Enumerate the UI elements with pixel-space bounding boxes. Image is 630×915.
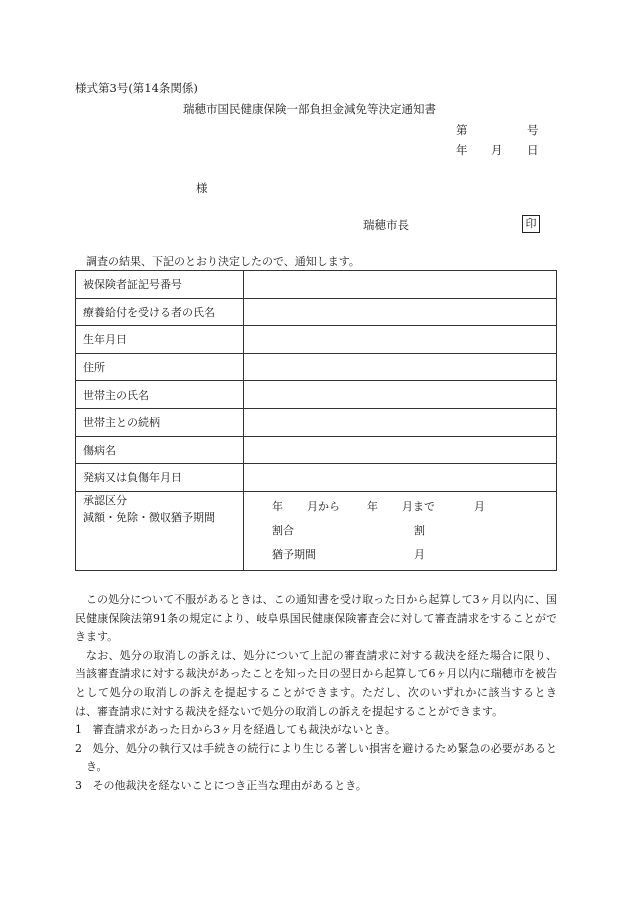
date-year: 年: [456, 143, 468, 157]
table-row: [76, 464, 557, 492]
notice-paragraph-2: なお、処分の取消しの訴えは、処分について上記の審査請求に対する裁決を経た場合に限り、当該審査請求に対する裁決があったことを知った日の翌日から起算して6ヶ月以内に瑞穂市を被告として処分の取消しの訴えを提起することができます。ただし、次のいずれかに該当するときは、審査請求に対する裁決を経ないで処分の取消しの訴えを提起することができます。: [75, 648, 557, 718]
approval-label-period: 減額・免除・徴収猶予期間: [83, 510, 215, 524]
row-label-onset-date: 発病又は負傷年月日: [76, 464, 244, 492]
row-label-relationship: 世帯主との続柄: [76, 408, 244, 436]
table-row: [76, 353, 557, 381]
row-value-disease-name: [244, 436, 557, 464]
notice-item-2: [75, 740, 557, 777]
row-label-birth-date: 生年月日: [76, 326, 244, 354]
notice-section: [75, 591, 557, 796]
notice-item-1: [75, 721, 557, 740]
table-row: [76, 436, 557, 464]
row-value-onset-date: [244, 464, 557, 492]
table-row-approval: [76, 491, 557, 570]
issuer-name: 瑞穂市長: [363, 218, 409, 232]
item-number: 3: [75, 778, 82, 792]
ratio-unit: 割: [414, 523, 425, 537]
deferral-label: 猶予期間: [272, 547, 316, 561]
item-number: 2: [75, 741, 82, 755]
row-label-disease-name: 傷病名: [76, 436, 244, 464]
date-month: 月: [491, 143, 503, 157]
ratio-label: 割合: [272, 523, 294, 537]
seal-mark: 印: [522, 215, 540, 233]
period-year-2: 年: [367, 499, 378, 513]
period-from: 月から: [307, 499, 340, 513]
row-value-approval: [244, 491, 557, 570]
approval-label-category: 承認区分: [83, 493, 127, 507]
row-label-insurance-number: 被保険者証記号番号: [76, 271, 244, 299]
item-text: その他裁決を経ないことにつき正当な理由があるとき。: [92, 778, 367, 792]
row-value-relationship: [244, 408, 557, 436]
table-row: [76, 298, 557, 326]
table-row: [76, 381, 557, 409]
period-to: 月まで: [402, 499, 435, 513]
table-row: [76, 271, 557, 299]
item-text: 審査請求があった日から3ヶ月を経過しても裁決がないとき。: [92, 723, 396, 737]
row-value-birth-date: [244, 326, 557, 354]
row-label-patient-name: 療養給付を受ける者の氏名: [76, 298, 244, 326]
notice-paragraph-1: この処分について不服があるときは、この通知書を受け取った日から起算して3ヶ月以内に、国民健康保険法第91条の規定により、岐阜県国民健康保険審査会に対して審査請求をすることができます。: [75, 593, 557, 644]
item-text: 処分、処分の執行又は手続きの続行により生じる著しい損害を避けるため緊急の必要があるとき。: [86, 741, 557, 774]
doc-number-prefix: 第: [456, 123, 468, 137]
row-value-insurance-number: [244, 271, 557, 299]
period-year-1: 年: [272, 499, 283, 513]
row-label-address: 住所: [76, 353, 244, 381]
notice-item-3: [75, 777, 557, 796]
intro-text: 調査の結果、下記のとおり決定したので、通知します。: [86, 255, 360, 268]
addressee-suffix: 様: [196, 181, 208, 195]
info-table: [75, 270, 557, 571]
deferral-unit: 月: [414, 547, 425, 561]
period-months: 月: [474, 499, 485, 513]
item-number: 1: [75, 723, 82, 737]
document-title: 瑞穂市国民健康保険一部負担金減免等決定通知書: [183, 102, 436, 116]
date-day: 日: [527, 143, 539, 157]
row-value-address: [244, 353, 557, 381]
row-label-approval: [76, 491, 244, 570]
form-number: 様式第3号(第14条関係): [75, 81, 198, 95]
table-row: [76, 326, 557, 354]
table-row: [76, 408, 557, 436]
row-value-householder-name: [244, 381, 557, 409]
doc-number-suffix: 号: [527, 123, 539, 137]
row-label-householder-name: 世帯主の氏名: [76, 381, 244, 409]
row-value-patient-name: [244, 298, 557, 326]
